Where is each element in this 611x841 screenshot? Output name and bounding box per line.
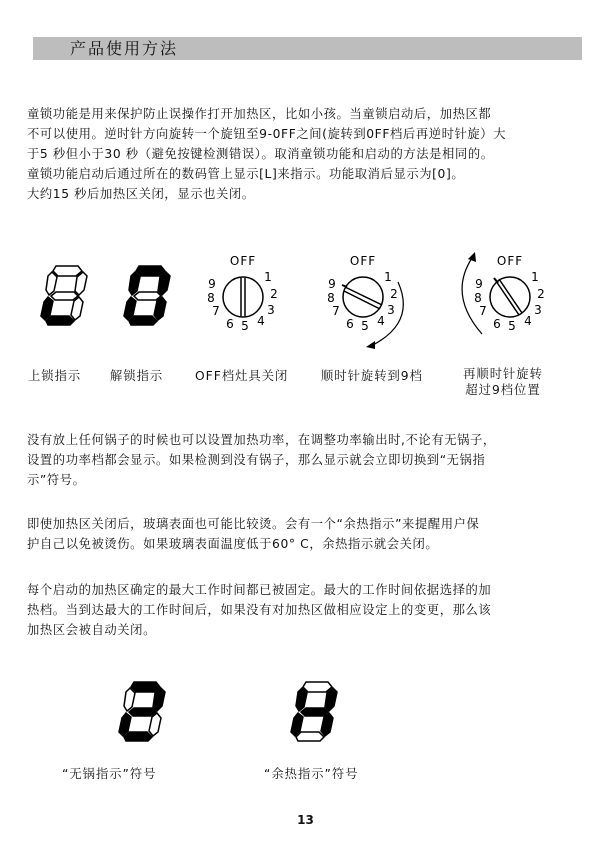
knob-number: 5 xyxy=(508,319,516,333)
caption-line: 再顺时针旋转 xyxy=(463,367,543,381)
knob-number: 5 xyxy=(361,319,369,333)
knob-number: 9 xyxy=(208,277,216,291)
knob-number: 7 xyxy=(212,304,220,318)
text-line: 热档。当到达最大的工作时间后，如果没有对加热区做相应设定上的变更，那么该 xyxy=(27,603,492,617)
knob-number: 2 xyxy=(537,287,545,301)
arrow-head-icon xyxy=(366,341,375,349)
text-line: 童锁功能是用来保护防止误操作打开加热区，比如小孩。当童锁启动后，加热区都 xyxy=(27,107,492,121)
knob-number: 6 xyxy=(226,317,234,331)
text-line: 加热区会被自动关闭。 xyxy=(27,623,156,637)
text-line: 护自己以免被烫伤。如果玻璃表面温度低于60° C，余热指示就会关闭。 xyxy=(27,537,439,551)
knob-number: 4 xyxy=(524,314,532,328)
knob-number: 8 xyxy=(327,291,335,305)
knob-off-label: OFF xyxy=(229,254,257,268)
residual-heat-paragraph xyxy=(27,514,585,554)
max-time-paragraph xyxy=(27,580,585,640)
knob-off-diagram xyxy=(198,252,288,337)
text-line: 示”符号。 xyxy=(27,473,86,487)
knob-number: 3 xyxy=(534,303,542,317)
text-line: 童锁功能启动后通过所在的数码管上显示[L]来指示。功能取消后显示为[0]。 xyxy=(27,167,465,181)
caption-again xyxy=(448,366,558,398)
caption-clockwise: 顺时针旋转到9档 xyxy=(321,369,423,383)
text-line: 每个启动的加热区确定的最大工作时间都已被固定。最大的工作时间依据选择的加 xyxy=(27,583,492,597)
lock-indicator-display xyxy=(34,262,96,328)
knob-number: 9 xyxy=(328,277,336,291)
knob-off-label: OFF xyxy=(349,254,377,268)
knob-number: 7 xyxy=(332,304,340,318)
knob-clockwise-diagram xyxy=(318,252,418,352)
text-line: 大约15 秒后加热区关闭，显示也关闭。 xyxy=(27,187,255,201)
text-line: 设置的功率档都会显示。如果检测到没有锅子，那么显示就会立即切换到“无锅指 xyxy=(27,453,486,467)
residual-heat-symbol xyxy=(284,678,350,748)
knob-number: 4 xyxy=(257,314,265,328)
arrow-head-icon xyxy=(468,252,476,262)
text-line: 不可以使用。逆时针方向旋转一个旋钮至9-0FF之间(旋转到0FF档后再逆时针旋）大 xyxy=(27,127,507,141)
page-title: 产品使用方法 xyxy=(70,39,179,58)
caption-residual: “余热指示”符号 xyxy=(264,767,359,781)
knob-number: 2 xyxy=(390,287,398,301)
caption-no-pan: “无锅指示”符号 xyxy=(62,767,157,781)
knob-number: 1 xyxy=(531,270,539,284)
knob-number: 8 xyxy=(474,291,482,305)
knob-number: 1 xyxy=(384,270,392,284)
knob-past-nine-diagram xyxy=(448,250,558,340)
caption-line: 超过9档位置 xyxy=(465,383,541,397)
knob-number: 9 xyxy=(475,277,483,291)
caption-off: OFF档灶具关闭 xyxy=(195,369,289,383)
knob-number: 6 xyxy=(493,317,501,331)
knob-number: 1 xyxy=(264,270,272,284)
text-line: 于5 秒但小于30 秒（避免按键检测错误）。取消童锁功能和启动的方法是相同的。 xyxy=(27,147,494,161)
child-lock-paragraph xyxy=(27,104,585,204)
knob-number: 3 xyxy=(387,303,395,317)
text-line: 即使加热区关闭后，玻璃表面也可能比较烫。会有一个“余热指示”来提醒用户保 xyxy=(27,517,480,531)
knob-number: 5 xyxy=(241,319,249,333)
knob-number: 2 xyxy=(270,287,278,301)
unlock-indicator-display xyxy=(117,262,179,328)
knob-number: 8 xyxy=(207,291,215,305)
knob-number: 4 xyxy=(377,314,385,328)
knob-number: 3 xyxy=(267,303,275,317)
no-pan-paragraph xyxy=(27,430,585,490)
caption-lock: 上锁指示 xyxy=(28,369,82,383)
knob-number: 7 xyxy=(479,304,487,318)
caption-unlock: 解锁指示 xyxy=(110,369,164,383)
knob-off-label: OFF xyxy=(496,254,524,268)
knob-number: 6 xyxy=(346,317,354,331)
text-line: 没有放上任何锅子的时候也可以设置加热功率，在调整功率输出时,不论有无锅子， xyxy=(27,433,496,447)
no-pan-symbol xyxy=(112,678,178,748)
page-number: 13 xyxy=(297,813,314,827)
